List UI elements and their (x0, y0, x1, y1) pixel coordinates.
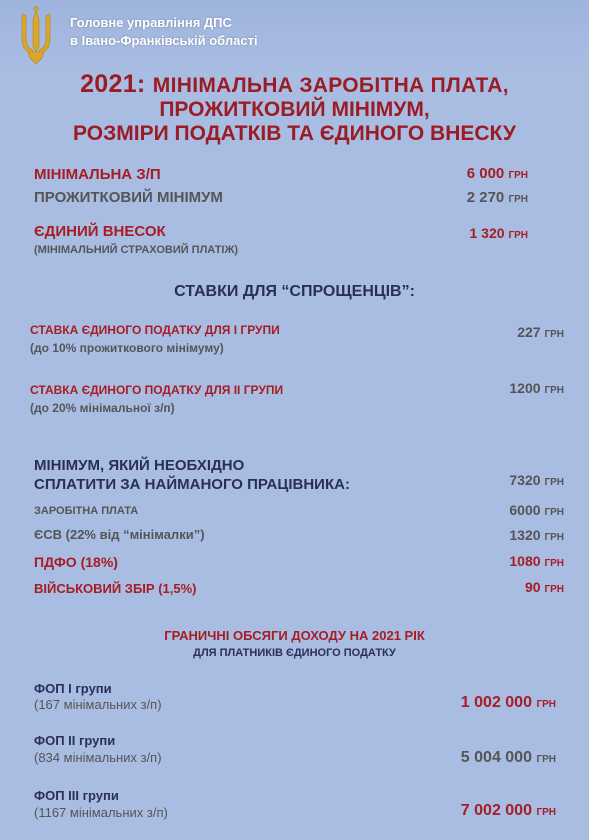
employee-total-amount: 7320 (509, 472, 541, 488)
esv-label: ЄДИНИЙ ВНЕСОК (34, 223, 166, 240)
trident-emblem-icon (18, 6, 54, 66)
fop1-note: (167 мінімальних з/п) (34, 697, 162, 712)
group1-rate-label: СТАВКА ЄДИНОГО ПОДАТКУ ДЛЯ І ГРУПИ (30, 323, 280, 337)
group2-rate-amount: 1200 (509, 380, 541, 396)
employee-heading-line-1: МІНІМУМ, ЯКИЙ НЕОБХІДНО (34, 457, 245, 474)
employee-heading-line-2: СПЛАТИТИ ЗА НАЙМАНОГО ПРАЦІВНИКА: (34, 476, 350, 493)
fop2-value (416, 749, 556, 767)
employee-heading (34, 456, 350, 494)
fop1-label: ФОП І групи (34, 681, 112, 696)
org-line-1: Головне управління ДПС (70, 15, 232, 30)
min-wage-amount: 6 000 (466, 165, 505, 182)
esv-value (388, 225, 528, 241)
currency-label: ГРН (544, 385, 564, 396)
fop2-amount: 5 004 000 (460, 749, 532, 766)
currency-label: ГРН (508, 230, 528, 241)
fop1-amount: 1 002 000 (460, 694, 532, 711)
currency-label: ГРН (544, 329, 564, 340)
military-levy-label: ВІЙСЬКОВИЙ ЗБІР (1,5%) (34, 581, 197, 596)
pdfo-value (424, 553, 564, 569)
currency-label: ГРН (544, 507, 564, 518)
currency-label: ГРН (544, 584, 564, 595)
fop2-note: (834 мінімальних з/п) (34, 750, 162, 765)
group2-rate-label: СТАВКА ЄДИНОГО ПОДАТКУ ДЛЯ ІІ ГРУПИ (30, 383, 284, 397)
simplified-heading: СТАВКИ ДЛЯ “СПРОЩЕНЦІВ”: (174, 283, 415, 300)
fop3-note: (1167 мінімальних з/п) (34, 805, 168, 820)
pdfo-label: ПДФО (18%) (34, 554, 118, 570)
fop1-value (416, 694, 556, 712)
salary-value (424, 502, 564, 518)
fop2-label: ФОП ІІ групи (34, 733, 116, 748)
esv-employee-value (424, 527, 564, 543)
title-line-2: ПРОЖИТКОВИЙ МІНІМУМ, (159, 98, 430, 121)
group2-rate-note: (до 20% мінімальної з/п) (30, 401, 175, 415)
esv-note: (МІНІМАЛЬНИЙ СТРАХОВИЙ ПЛАТІЖ) (34, 244, 239, 256)
currency-label: ГРН (544, 558, 564, 569)
esv-employee-amount: 1320 (509, 527, 541, 543)
pdfo-amount: 1080 (509, 553, 541, 569)
esv-amount: 1 320 (469, 225, 505, 241)
military-levy-value (424, 579, 564, 595)
esv-employee-label: ЄСВ (22% від “мінімалки”) (34, 527, 205, 542)
currency-label: ГРН (508, 194, 528, 205)
fop3-amount: 7 002 000 (460, 802, 532, 819)
page-title (0, 70, 589, 99)
salary-amount: 6000 (509, 502, 541, 518)
title-year: 2021: (80, 70, 146, 98)
currency-label: ГРН (544, 532, 564, 543)
min-wage-value (388, 165, 528, 182)
fop3-value (416, 802, 556, 820)
currency-label: ГРН (508, 170, 528, 181)
subsistence-value (388, 189, 528, 206)
employee-total-value (424, 472, 564, 488)
fop3-label: ФОП ІІІ групи (34, 788, 119, 803)
subsistence-label: ПРОЖИТКОВИЙ МІНІМУМ (34, 189, 223, 206)
currency-label: ГРН (544, 477, 564, 488)
currency-label: ГРН (536, 699, 556, 710)
group1-rate-value (424, 324, 564, 340)
subsistence-amount: 2 270 (466, 189, 505, 206)
military-levy-amount: 90 (524, 579, 541, 595)
title-line-1: МІНІМАЛЬНА ЗАРОБІТНА ПЛАТА, (152, 74, 509, 97)
min-wage-label: МІНІМАЛЬНА З/П (34, 166, 161, 183)
organization-name (70, 14, 258, 50)
group1-rate-amount: 227 (517, 324, 541, 340)
currency-label: ГРН (536, 754, 556, 765)
limits-heading-line-1: ГРАНИЧНІ ОБСЯГИ ДОХОДУ НА 2021 РІК (164, 628, 425, 643)
currency-label: ГРН (536, 807, 556, 818)
org-line-2: в Івано-Франківській області (70, 33, 258, 48)
limits-heading-line-2: ДЛЯ ПЛАТНИКІВ ЄДИНОГО ПОДАТКУ (193, 647, 396, 659)
group2-rate-value (424, 380, 564, 396)
group1-rate-note: (до 10% прожиткового мінімуму) (30, 341, 224, 355)
salary-label: ЗАРОБІТНА ПЛАТА (34, 505, 139, 517)
title-line-3: РОЗМІРИ ПОДАТКІВ ТА ЄДИНОГО ВНЕСКУ (73, 122, 516, 145)
